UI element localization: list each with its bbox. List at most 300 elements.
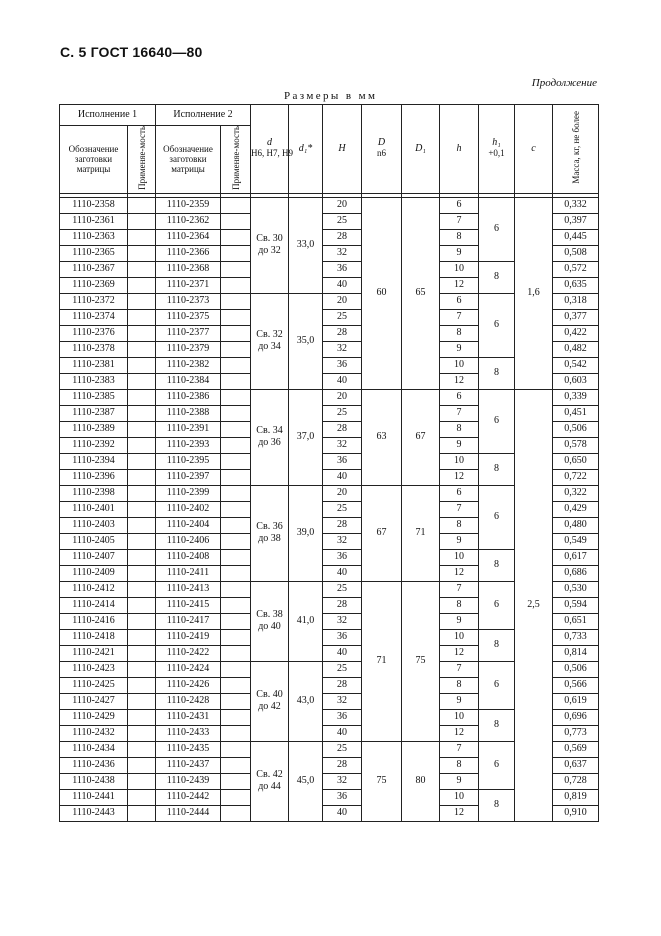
dimensions-table: [59, 104, 599, 822]
h-value: 6: [440, 485, 479, 501]
H-value: 40: [323, 277, 362, 293]
mass-value: 0,422: [553, 325, 599, 341]
H-value: 20: [323, 389, 362, 405]
d-range-text: Св. 36 до 38: [256, 520, 283, 544]
designation-v2: 1110-2388: [156, 405, 221, 421]
header-H: H: [323, 105, 362, 194]
designation-v2: 1110-2359: [156, 197, 221, 213]
page-title: С. 5 ГОСТ 16640—80: [60, 44, 203, 60]
designation-v1: 1110-2367: [60, 261, 128, 277]
mass-value: 0,594: [553, 597, 599, 613]
applicability-v1: [128, 677, 156, 693]
applicability-v1: [128, 293, 156, 309]
continuation-label: Продолжение: [531, 77, 597, 89]
dimensions-caption: Размеры в мм: [284, 90, 378, 102]
h1-value: 8: [479, 261, 515, 293]
applicability-v2: [221, 229, 251, 245]
designation-v1: 1110-2438: [60, 773, 128, 789]
designation-v1: 1110-2374: [60, 309, 128, 325]
H-value: 20: [323, 197, 362, 213]
mass-value: 0,542: [553, 357, 599, 373]
H-value: 40: [323, 725, 362, 741]
D-value: 75: [362, 741, 402, 821]
H-value: 32: [323, 693, 362, 709]
H-value: 40: [323, 469, 362, 485]
mass-value: 0,814: [553, 645, 599, 661]
d-range: [251, 197, 289, 293]
applicability-v1: [128, 261, 156, 277]
h-value: 8: [440, 421, 479, 437]
applicability-v2: [221, 645, 251, 661]
h1-value: 6: [479, 581, 515, 629]
designation-v1: 1110-2405: [60, 533, 128, 549]
d1-value: 35,0: [289, 293, 323, 389]
d1-value: 33,0: [289, 197, 323, 293]
designation-v1: 1110-2414: [60, 597, 128, 613]
h-value: 9: [440, 341, 479, 357]
designation-v2: 1110-2375: [156, 309, 221, 325]
designation-v1: 1110-2385: [60, 389, 128, 405]
header-applicability-1: Применяе-мость: [128, 126, 156, 194]
applicability-v2: [221, 677, 251, 693]
mass-value: 0,569: [553, 741, 599, 757]
designation-v1: 1110-2378: [60, 341, 128, 357]
designation-v2: 1110-2404: [156, 517, 221, 533]
H-value: 32: [323, 341, 362, 357]
applicability-v1: [128, 341, 156, 357]
designation-v1: 1110-2387: [60, 405, 128, 421]
h-value: 6: [440, 293, 479, 309]
d1-value: 41,0: [289, 581, 323, 661]
H-value: 25: [323, 213, 362, 229]
mass-value: 0,332: [553, 197, 599, 213]
designation-v1: 1110-2398: [60, 485, 128, 501]
h-value: 12: [440, 725, 479, 741]
designation-v1: 1110-2429: [60, 709, 128, 725]
header-D: D n6: [362, 105, 402, 194]
designation-v1: 1110-2376: [60, 325, 128, 341]
designation-v1: 1110-2409: [60, 565, 128, 581]
applicability-v2: [221, 533, 251, 549]
header-D1: D₁: [402, 105, 440, 194]
h-value: 8: [440, 229, 479, 245]
applicability-v2: [221, 453, 251, 469]
H-value: 28: [323, 757, 362, 773]
h-value: 8: [440, 677, 479, 693]
h-value: 9: [440, 245, 479, 261]
applicability-v1: [128, 437, 156, 453]
applicability-v1: [128, 661, 156, 677]
d1-value: 39,0: [289, 485, 323, 581]
d-range: [251, 389, 289, 485]
applicability-v2: [221, 725, 251, 741]
designation-v2: 1110-2428: [156, 693, 221, 709]
h1-value: 6: [479, 389, 515, 453]
header-designation-2: Обозначение заготовки матрицы: [156, 126, 221, 194]
designation-v1: 1110-2372: [60, 293, 128, 309]
designation-v2: 1110-2371: [156, 277, 221, 293]
applicability-v1: [128, 741, 156, 757]
applicability-v2: [221, 261, 251, 277]
H-value: 25: [323, 501, 362, 517]
applicability-v2: [221, 693, 251, 709]
designation-v1: 1110-2418: [60, 629, 128, 645]
table-body: [60, 197, 599, 821]
h-value: 10: [440, 357, 479, 373]
header-version-1: Исполнение 1: [60, 105, 156, 126]
h-value: 10: [440, 629, 479, 645]
designation-v1: 1110-2425: [60, 677, 128, 693]
applicability-v1: [128, 485, 156, 501]
mass-value: 0,339: [553, 389, 599, 405]
applicability-v2: [221, 197, 251, 213]
mass-value: 0,686: [553, 565, 599, 581]
applicability-v1: [128, 533, 156, 549]
applicability-v1: [128, 309, 156, 325]
applicability-v2: [221, 373, 251, 389]
applicability-v2: [221, 469, 251, 485]
d-range: [251, 661, 289, 741]
header-designation-1: Обозначение заготовки матрицы: [60, 126, 128, 194]
header-mass: Масса, кг, не более: [553, 105, 599, 194]
H-value: 28: [323, 677, 362, 693]
mass-value: 0,566: [553, 677, 599, 693]
designation-v2: 1110-2439: [156, 773, 221, 789]
designation-v2: 1110-2415: [156, 597, 221, 613]
designation-v1: 1110-2383: [60, 373, 128, 389]
mass-value: 0,603: [553, 373, 599, 389]
applicability-v1: [128, 645, 156, 661]
designation-v2: 1110-2417: [156, 613, 221, 629]
designation-v1: 1110-2443: [60, 805, 128, 821]
applicability-v2: [221, 581, 251, 597]
H-value: 25: [323, 741, 362, 757]
applicability-v2: [221, 757, 251, 773]
designation-v1: 1110-2412: [60, 581, 128, 597]
mass-value: 0,619: [553, 693, 599, 709]
designation-v2: 1110-2366: [156, 245, 221, 261]
applicability-v2: [221, 245, 251, 261]
applicability-v2: [221, 421, 251, 437]
header-applicability-2: Применяе-мость: [221, 126, 251, 194]
H-value: 36: [323, 709, 362, 725]
d-range-text: Св. 34 до 36: [256, 424, 283, 448]
d1-value: 37,0: [289, 389, 323, 485]
header-h: h: [440, 105, 479, 194]
designation-v1: 1110-2396: [60, 469, 128, 485]
designation-v1: 1110-2363: [60, 229, 128, 245]
applicability-v2: [221, 549, 251, 565]
designation-v2: 1110-2362: [156, 213, 221, 229]
applicability-v1: [128, 453, 156, 469]
applicability-v1: [128, 581, 156, 597]
designation-v2: 1110-2435: [156, 741, 221, 757]
designation-v1: 1110-2361: [60, 213, 128, 229]
D1-value: 71: [402, 485, 440, 581]
applicability-v1: [128, 613, 156, 629]
applicability-v1: [128, 245, 156, 261]
designation-v2: 1110-2406: [156, 533, 221, 549]
applicability-v2: [221, 485, 251, 501]
applicability-v2: [221, 773, 251, 789]
h-value: 12: [440, 469, 479, 485]
applicability-v1: [128, 213, 156, 229]
H-value: 28: [323, 517, 362, 533]
H-value: 40: [323, 565, 362, 581]
designation-v1: 1110-2416: [60, 613, 128, 629]
designation-v2: 1110-2382: [156, 357, 221, 373]
mass-value: 0,482: [553, 341, 599, 357]
designation-v1: 1110-2394: [60, 453, 128, 469]
applicability-v2: [221, 565, 251, 581]
h-value: 12: [440, 645, 479, 661]
h-value: 7: [440, 581, 479, 597]
designation-v1: 1110-2434: [60, 741, 128, 757]
h-value: 8: [440, 597, 479, 613]
h1-value: 8: [479, 549, 515, 581]
H-value: 28: [323, 325, 362, 341]
designation-v1: 1110-2427: [60, 693, 128, 709]
h-value: 9: [440, 693, 479, 709]
designation-v1: 1110-2369: [60, 277, 128, 293]
mass-value: 0,451: [553, 405, 599, 421]
c-value: 2,5: [515, 389, 553, 821]
designation-v2: 1110-2424: [156, 661, 221, 677]
d-range-text: Св. 40 до 42: [256, 688, 283, 712]
H-value: 36: [323, 629, 362, 645]
h-value: 12: [440, 277, 479, 293]
designation-v2: 1110-2402: [156, 501, 221, 517]
applicability-v1: [128, 405, 156, 421]
applicability-v2: [221, 709, 251, 725]
applicability-v1: [128, 805, 156, 821]
d-range: [251, 741, 289, 821]
applicability-v1: [128, 693, 156, 709]
h-value: 7: [440, 213, 479, 229]
d1-value: 45,0: [289, 741, 323, 821]
designation-v2: 1110-2431: [156, 709, 221, 725]
applicability-v2: [221, 613, 251, 629]
designation-v1: 1110-2365: [60, 245, 128, 261]
D-value: 67: [362, 485, 402, 581]
h-value: 7: [440, 741, 479, 757]
mass-value: 0,722: [553, 469, 599, 485]
d-range: [251, 293, 289, 389]
designation-v1: 1110-2403: [60, 517, 128, 533]
designation-v2: 1110-2368: [156, 261, 221, 277]
applicability-v2: [221, 357, 251, 373]
h-value: 10: [440, 549, 479, 565]
designation-v2: 1110-2395: [156, 453, 221, 469]
H-value: 28: [323, 421, 362, 437]
mass-value: 0,506: [553, 661, 599, 677]
h-value: 12: [440, 565, 479, 581]
h-value: 8: [440, 757, 479, 773]
applicability-v1: [128, 597, 156, 613]
d-range-text: Св. 32 до 34: [256, 328, 283, 352]
header-version-2: Исполнение 2: [156, 105, 251, 126]
h-value: 10: [440, 789, 479, 805]
applicability-v1: [128, 517, 156, 533]
d-range: [251, 485, 289, 581]
H-value: 25: [323, 661, 362, 677]
applicability-v1: [128, 325, 156, 341]
h1-value: 6: [479, 741, 515, 789]
H-value: 32: [323, 533, 362, 549]
designation-v2: 1110-2386: [156, 389, 221, 405]
applicability-v2: [221, 517, 251, 533]
applicability-v1: [128, 709, 156, 725]
mass-value: 0,572: [553, 261, 599, 277]
H-value: 36: [323, 789, 362, 805]
h-value: 6: [440, 389, 479, 405]
h-value: 8: [440, 517, 479, 533]
h1-value: 6: [479, 293, 515, 357]
designation-v2: 1110-2422: [156, 645, 221, 661]
h-value: 7: [440, 309, 479, 325]
mass-value: 0,650: [553, 453, 599, 469]
h-value: 12: [440, 805, 479, 821]
h-value: 10: [440, 453, 479, 469]
h-value: 6: [440, 197, 479, 213]
h-value: 7: [440, 405, 479, 421]
applicability-v2: [221, 437, 251, 453]
mass-value: 0,508: [553, 245, 599, 261]
h-value: 9: [440, 533, 479, 549]
H-value: 40: [323, 645, 362, 661]
h1-value: 8: [479, 629, 515, 661]
mass-value: 0,651: [553, 613, 599, 629]
h-value: 9: [440, 437, 479, 453]
designation-v1: 1110-2389: [60, 421, 128, 437]
mass-value: 0,530: [553, 581, 599, 597]
applicability-v1: [128, 229, 156, 245]
applicability-v2: [221, 293, 251, 309]
h-value: 12: [440, 373, 479, 389]
h1-value: 6: [479, 661, 515, 709]
designation-v1: 1110-2358: [60, 197, 128, 213]
applicability-v1: [128, 565, 156, 581]
applicability-v1: [128, 773, 156, 789]
mass-value: 0,910: [553, 805, 599, 821]
applicability-v1: [128, 373, 156, 389]
designation-v1: 1110-2432: [60, 725, 128, 741]
D-value: 60: [362, 197, 402, 389]
applicability-v2: [221, 501, 251, 517]
designation-v1: 1110-2392: [60, 437, 128, 453]
H-value: 36: [323, 453, 362, 469]
d-range: [251, 581, 289, 661]
applicability-v2: [221, 629, 251, 645]
mass-value: 0,773: [553, 725, 599, 741]
applicability-v2: [221, 389, 251, 405]
designation-v1: 1110-2436: [60, 757, 128, 773]
h1-value: 6: [479, 485, 515, 549]
applicability-v1: [128, 789, 156, 805]
applicability-v2: [221, 341, 251, 357]
designation-v1: 1110-2401: [60, 501, 128, 517]
designation-v2: 1110-2384: [156, 373, 221, 389]
header-c: c: [515, 105, 553, 194]
h-value: 10: [440, 709, 479, 725]
d1-value: 43,0: [289, 661, 323, 741]
h1-value: 8: [479, 453, 515, 485]
applicability-v2: [221, 277, 251, 293]
header-d: d Н6, Н7, Н9: [251, 105, 289, 194]
applicability-v2: [221, 309, 251, 325]
D1-value: 65: [402, 197, 440, 389]
mass-value: 0,318: [553, 293, 599, 309]
applicability-v1: [128, 757, 156, 773]
table-row: [60, 389, 599, 405]
H-value: 40: [323, 373, 362, 389]
table-row: [60, 197, 599, 213]
designation-v2: 1110-2379: [156, 341, 221, 357]
D-value: 71: [362, 581, 402, 741]
H-value: 28: [323, 229, 362, 245]
mass-value: 0,617: [553, 549, 599, 565]
d-range-text: Св. 38 до 40: [256, 608, 283, 632]
H-value: 40: [323, 805, 362, 821]
mass-value: 0,696: [553, 709, 599, 725]
H-value: 20: [323, 485, 362, 501]
h1-value: 6: [479, 197, 515, 261]
applicability-v1: [128, 549, 156, 565]
mass-value: 0,728: [553, 773, 599, 789]
H-value: 20: [323, 293, 362, 309]
mass-value: 0,397: [553, 213, 599, 229]
applicability-v1: [128, 277, 156, 293]
designation-v2: 1110-2413: [156, 581, 221, 597]
D-value: 63: [362, 389, 402, 485]
mass-value: 0,480: [553, 517, 599, 533]
applicability-v1: [128, 421, 156, 437]
applicability-v1: [128, 197, 156, 213]
applicability-v2: [221, 597, 251, 613]
H-value: 36: [323, 261, 362, 277]
H-value: 32: [323, 437, 362, 453]
applicability-v2: [221, 789, 251, 805]
h-value: 9: [440, 613, 479, 629]
mass-value: 0,635: [553, 277, 599, 293]
mass-value: 0,733: [553, 629, 599, 645]
H-value: 36: [323, 549, 362, 565]
H-value: 28: [323, 597, 362, 613]
designation-v1: 1110-2423: [60, 661, 128, 677]
H-value: 32: [323, 245, 362, 261]
mass-value: 0,549: [553, 533, 599, 549]
h-value: 10: [440, 261, 479, 277]
header-h1: h₁ +0,1: [479, 105, 515, 194]
designation-v2: 1110-2397: [156, 469, 221, 485]
applicability-v1: [128, 629, 156, 645]
designation-v2: 1110-2437: [156, 757, 221, 773]
designation-v2: 1110-2399: [156, 485, 221, 501]
designation-v2: 1110-2408: [156, 549, 221, 565]
designation-v2: 1110-2393: [156, 437, 221, 453]
mass-value: 0,377: [553, 309, 599, 325]
applicability-v1: [128, 357, 156, 373]
applicability-v1: [128, 725, 156, 741]
designation-v1: 1110-2407: [60, 549, 128, 565]
H-value: 36: [323, 357, 362, 373]
h-value: 9: [440, 773, 479, 789]
H-value: 25: [323, 309, 362, 325]
mass-value: 0,578: [553, 437, 599, 453]
designation-v1: 1110-2381: [60, 357, 128, 373]
applicability-v2: [221, 741, 251, 757]
D1-value: 67: [402, 389, 440, 485]
